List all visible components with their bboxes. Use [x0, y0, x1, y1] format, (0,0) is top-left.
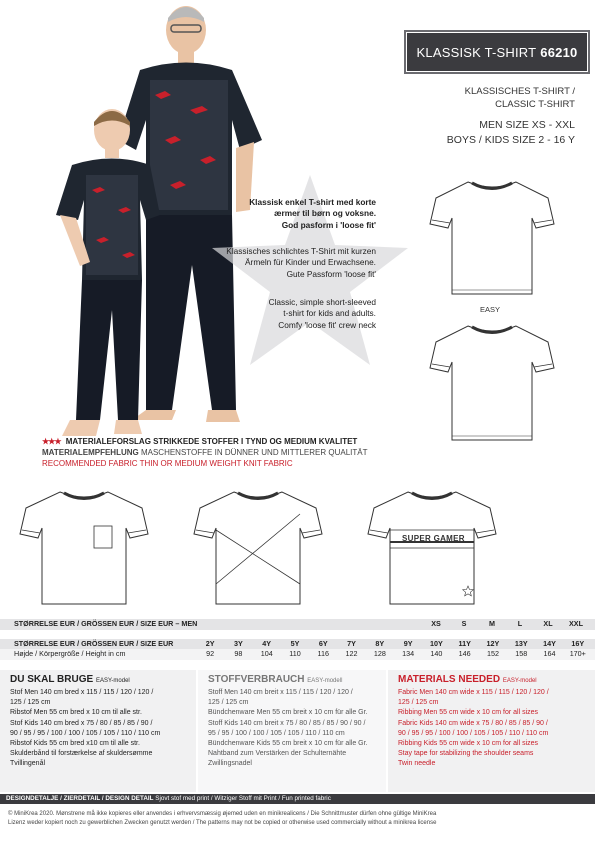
- rating-stars-icon: ★★★: [42, 437, 61, 446]
- tshirt-drawing-gamer: [364, 488, 500, 608]
- pattern-number: 66210: [540, 44, 578, 60]
- materials-de: STOFFVERBRAUCH EASY-modell Stoff Men 140 cm breit x 115 / 115 / 120 / 120 / 125 / 125 cm Bündchenware Men 55 cm breit x 10 cm für alle Gr. Stoff Kids 140 cm breit x 75 / 80 / 85 / 85 / 90 / 90 / 95 / 95 / 100 / 100 / 105 / 105 / 110 / 110 cm Bündchenware Kids 55 cm breit x 10 cm für alle Gr. Nahtband zum Verstärken der Schulternähte Zwillingsnadel: [198, 670, 386, 792]
- height-cell: 170+: [569, 649, 586, 658]
- height-label: Højde / Körpergröße / Height in cm: [14, 649, 126, 658]
- height-cell: 158: [515, 649, 528, 658]
- super-gamer-print: SUPER GAMER: [402, 534, 465, 543]
- material-da: MATERIALEFORSLAG STRIKKEDE STOFFER I TYND OG MEDIUM KVALITET: [65, 437, 358, 446]
- size-range-kids: BOYS / KIDS SIZE 2 - 16 Y: [446, 134, 575, 146]
- design-detail-bar: [0, 794, 595, 804]
- design-detail-label: DESIGNDETALJE / ZIERDETAIL / DESIGN DETAIL: [6, 795, 154, 802]
- height-cell: 152: [486, 649, 499, 658]
- size-cell: 3Y: [234, 638, 243, 648]
- subtitle-en: CLASSIC T-SHIRT: [495, 99, 575, 110]
- materials-en: MATERIALS NEEDED EASY-model Fabric Men 140 cm wide x 115 / 115 / 120 / 120 / 125 / 125 cm Ribbing Men 55 cm wide x 10 cm for all sizes Fabric Kids 140 cm wide x 75 / 80 / 85 / 85 / 90 / 90 / 95 / 95 / 100 / 100 / 105 / 105 / 110 / 110 cm Ribbing Kids 55 cm wide x 10 cm for all sizes Stay tape for stabilizing the shoulder seams Twin needle: [388, 670, 595, 792]
- material-en: RECOMMENDED FABRIC THIN OR MEDIUM WEIGHT KNIT FABRIC: [42, 459, 293, 468]
- subtitle-de: KLASSISCHES T-SHIRT /: [464, 86, 575, 97]
- materials-columns: [0, 670, 595, 792]
- material-de-label: MATERIALEMPFEHLUNG: [42, 448, 139, 457]
- size-cell: L: [517, 619, 523, 628]
- size-cell: 16Y: [571, 638, 585, 648]
- size-cell: 7Y: [347, 638, 356, 648]
- height-cell: 116: [317, 649, 329, 658]
- tshirt-drawing-diagonal: [190, 488, 326, 608]
- tshirt-drawing-easy-front: [428, 322, 556, 444]
- size-cell: 9Y: [403, 638, 413, 648]
- easy-label: EASY: [480, 305, 501, 314]
- size-cell: 4Y: [262, 638, 272, 648]
- size-range-men: MEN SIZE XS - XXL: [479, 119, 575, 131]
- material-de: MASCHENSTOFFE IN DÜNNER UND MITTLERER QUALITÄT: [138, 448, 368, 457]
- size-men-label: STØRRELSE EUR / GRÖSSEN EUR / SIZE EUR – MEN: [14, 619, 198, 628]
- height-cell: 92: [206, 649, 215, 658]
- size-ranges: [375, 118, 575, 148]
- size-cell: S: [461, 619, 467, 628]
- height-cell: 134: [402, 649, 415, 658]
- materials-da-title: DU SKAL BRUGE: [10, 674, 94, 685]
- size-cell: 2Y: [205, 638, 215, 648]
- pattern-title-box: [404, 30, 590, 74]
- size-cell: 14Y: [543, 638, 556, 648]
- design-detail-text: Sjovt stof med print / Witziger Stoff mit Print / Fun printed fabric: [153, 795, 331, 802]
- material-recommendation: [42, 436, 462, 469]
- materials-de-title: STOFFVERBRAUCH: [208, 674, 305, 685]
- subtitles: [375, 85, 575, 111]
- size-kids-label: STØRRELSE EUR / GRÖSSEN EUR / SIZE EUR: [14, 638, 174, 648]
- height-cell: 104: [260, 649, 273, 658]
- size-cell: 12Y: [486, 638, 500, 648]
- description-en: Classic, simple short-sleeved t-shirt for kids and adults. Comfy 'loose fit' crew neck: [268, 297, 376, 330]
- size-cell: XXL: [569, 619, 583, 628]
- size-row-height: [0, 649, 595, 660]
- size-cell: 5Y: [290, 638, 300, 648]
- height-cell: 140: [430, 649, 443, 658]
- height-cell: 164: [543, 649, 556, 658]
- size-cell: XL: [543, 619, 553, 628]
- height-cell: 98: [234, 649, 243, 658]
- size-cell: 6Y: [318, 638, 328, 648]
- tshirt-drawing-pocket: [16, 488, 152, 608]
- size-row-men: [0, 619, 595, 630]
- height-cell: 146: [458, 649, 471, 658]
- size-table: [0, 619, 595, 660]
- child-model: [56, 109, 160, 436]
- description-de: Klassisches schlichtes T-Shirt mit kurzen Ärmeln für Kinder und Erwachsene. Gute Passform 'loose fit': [226, 246, 376, 279]
- description-da: Klassisk enkel T-shirt med korte ærmer til børn og voksne. God pasform i 'loose fit': [249, 197, 376, 230]
- size-cell: 13Y: [514, 638, 528, 648]
- size-row-kids: [0, 639, 595, 650]
- materials-en-title: MATERIALS NEEDED: [398, 674, 501, 685]
- copyright-footer: © MiniKrea 2020. Mønstrene må ikke kopieres eller anvendes i erhvervsmæssig øjemed uden en minikrealicens / Die Schnittmuster dürfen ohne gültige MiniKrea Lizenz weder kopiert noch zu gewerblichen Zwecken genutzt werden / The patterns may not be copied or otherwise used commercially without a minikrea license: [8, 811, 437, 826]
- height-cell: 110: [289, 649, 301, 658]
- size-cell: M: [489, 619, 495, 628]
- tshirt-drawing-basic-front: [428, 178, 556, 298]
- materials-da: DU SKAL BRUGE EASY-model Stof Men 140 cm bred x 115 / 115 / 120 / 120 / 125 / 125 cm Ribstof Men 55 cm bred x 10 cm til alle str. Stof Kids 140 cm bred x 75 / 80 / 85 / 85 / 90 / 90 / 95 / 95 / 100 / 100 / 105 / 105 / 110 / 110 cm Ribstof Kids 55 cm bred x10 cm til alle str. Skulderbånd til forstærkelse af skuldersømme Tvillingenål: [0, 670, 196, 792]
- height-cell: 122: [345, 649, 358, 658]
- height-cell: 128: [373, 649, 386, 658]
- size-cell: XS: [431, 619, 441, 628]
- pattern-title: KLASSISK T-SHIRT: [416, 44, 537, 60]
- size-cell: 10Y: [429, 638, 443, 648]
- size-cell: 8Y: [375, 638, 385, 648]
- size-cell: 11Y: [458, 638, 471, 648]
